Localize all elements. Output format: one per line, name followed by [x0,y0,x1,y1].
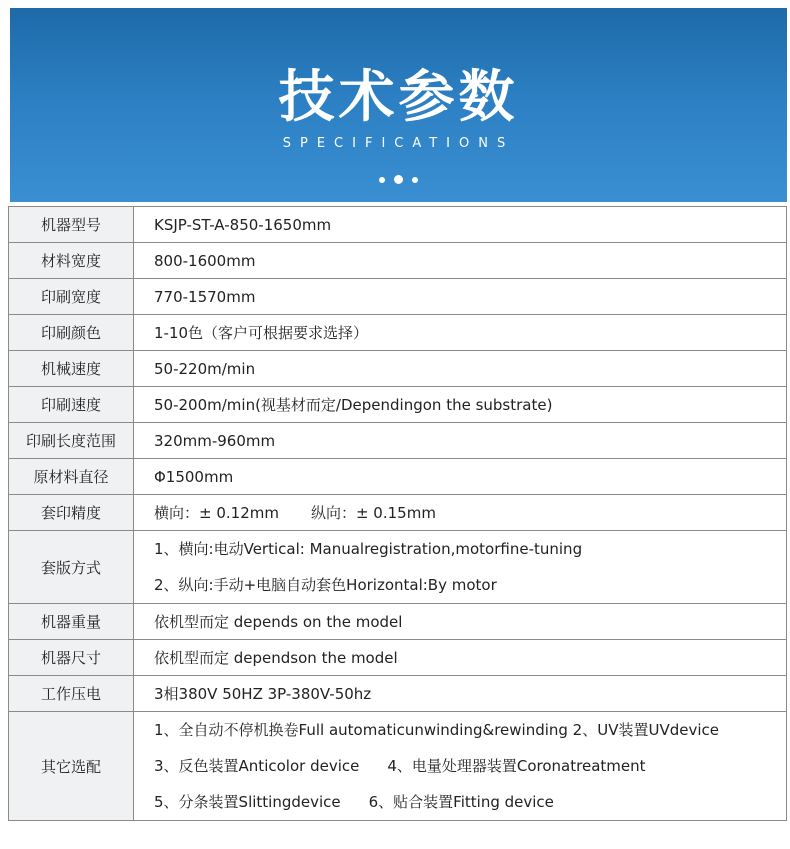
spec-label: 原材料直径 [9,459,134,495]
spec-value-line: 1、全自动不停机换卷Full automaticunwinding&rewinding 2、UV装置UVdevice [154,721,719,739]
dot-icon [379,177,385,183]
spec-label: 其它选配 [9,712,134,821]
spec-value-line [154,784,786,820]
spec-value-line: 2、纵向:手动+电脑自动套色Horizontal:By motor [154,576,497,594]
spec-value [134,495,787,531]
spec-value: KSJP-ST-A-850-1650mm [134,207,787,243]
spec-value [134,531,787,604]
option-item: 6、贴合装置Fitting device [368,793,554,811]
table-row [9,351,787,387]
table-row [9,207,787,243]
spec-label: 机械速度 [9,351,134,387]
spec-label: 材料宽度 [9,243,134,279]
spec-label: 机器型号 [9,207,134,243]
header-banner [10,8,787,202]
spec-value-vertical: 纵向：± 0.15mm [310,504,436,522]
spec-value: 依机型而定 dependson the model [134,640,787,676]
table-row [9,712,787,821]
table-row [9,459,787,495]
dot-icon [394,175,403,184]
spec-value: 3相380V 50HZ 3P-380V-50hz [134,676,787,712]
spec-value-line [154,748,786,784]
table-row [9,640,787,676]
spec-label: 套印精度 [9,495,134,531]
spec-value: 320mm-960mm [134,423,787,459]
spec-value: 800-1600mm [134,243,787,279]
page-title: 技术参数 [278,65,519,130]
option-item: 4、电量处理器装置Coronatreatment [387,757,646,775]
spec-label: 印刷颜色 [9,315,134,351]
spec-label: 印刷宽度 [9,279,134,315]
table-row [9,495,787,531]
spec-value: 50-220m/min [134,351,787,387]
spec-label: 工作压电 [9,676,134,712]
spec-label: 印刷长度范围 [9,423,134,459]
spec-value: Φ1500mm [134,459,787,495]
dot-icon [412,177,418,183]
spec-value: 50-200m/min(视基材而定/Dependingon the substrate) [134,387,787,423]
table-row [9,676,787,712]
option-item: 5、分条装置Slittingdevice [154,793,341,811]
spec-value-line: 1、横向:电动Vertical: Manualregistration,motorfine-tuning [154,540,583,558]
table-row [9,531,787,604]
spec-value-horizontal: 横向：± 0.12mm [154,504,279,522]
table-row [9,315,787,351]
spec-label: 套版方式 [9,531,134,604]
table-row [9,423,787,459]
spec-label: 机器尺寸 [9,640,134,676]
spec-value: 依机型而定 depends on the model [134,604,787,640]
spec-value: 770-1570mm [134,279,787,315]
page-subtitle: SPECIFICATIONS [282,136,515,151]
table-row [9,604,787,640]
decorative-dots [10,175,787,184]
spec-value [134,712,787,821]
table-row [9,279,787,315]
specifications-table [8,206,787,821]
spec-label: 机器重量 [9,604,134,640]
spec-label: 印刷速度 [9,387,134,423]
option-item: 3、反色装置Anticolor device [154,757,360,775]
table-row [9,387,787,423]
table-row [9,243,787,279]
spec-value: 1-10色（客户可根据要求选择） [134,315,787,351]
